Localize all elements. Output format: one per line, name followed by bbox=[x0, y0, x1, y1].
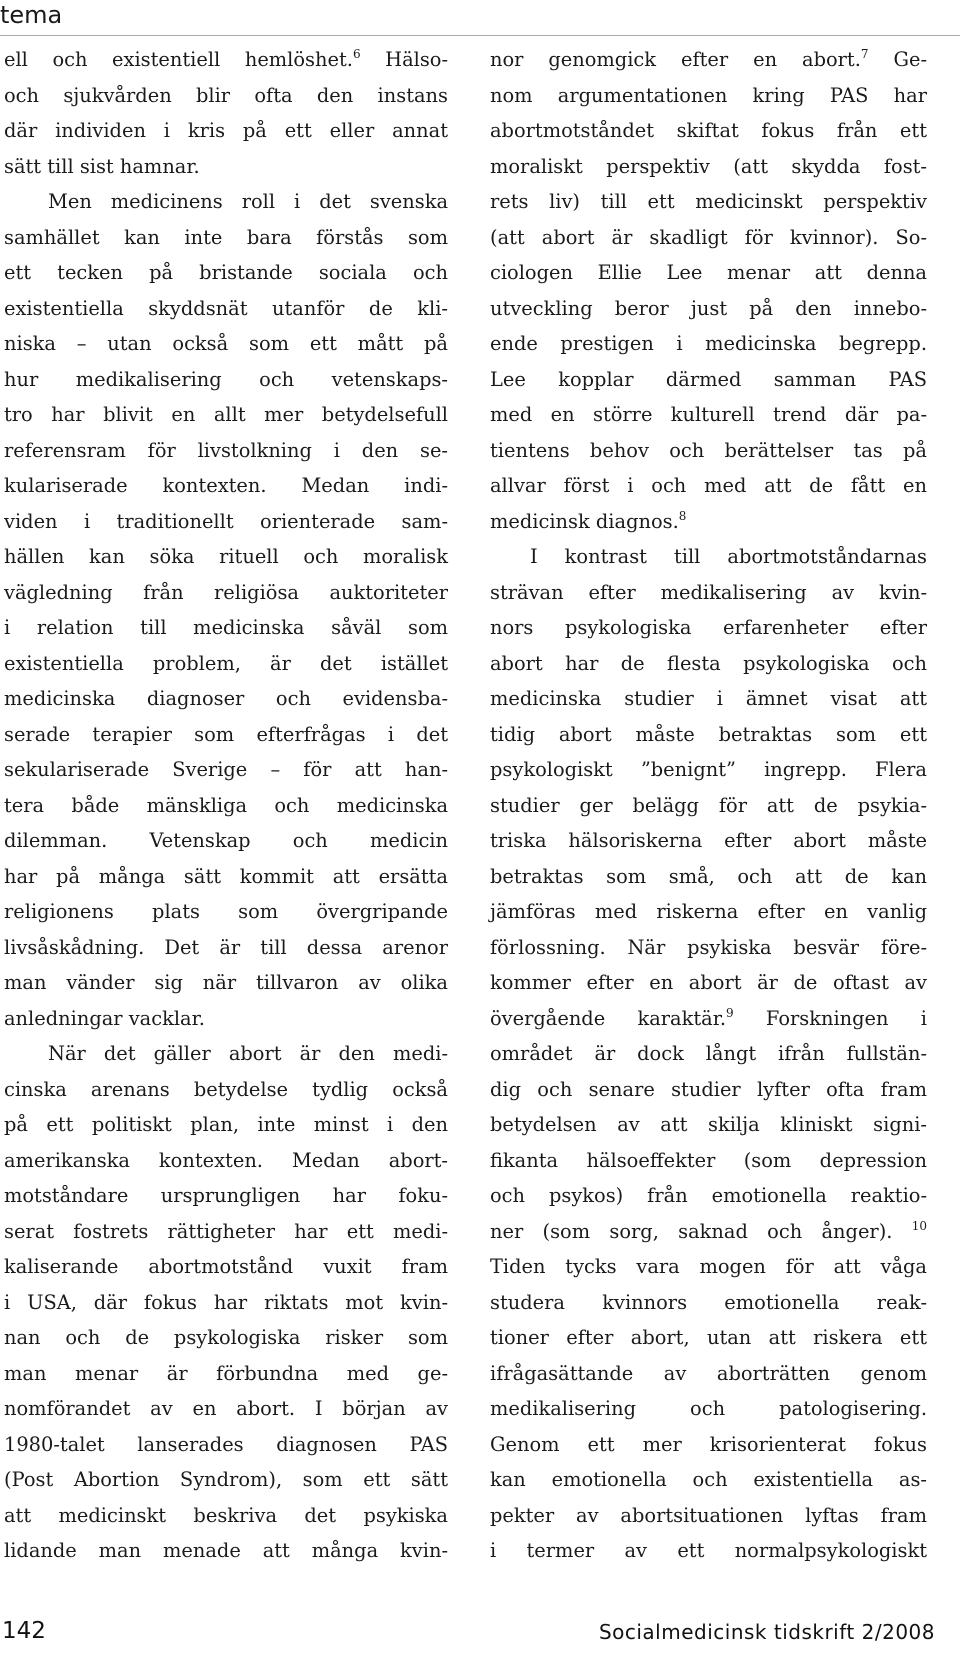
line-text: och sjukvården blir ofta den instans bbox=[4, 83, 448, 107]
text-line bbox=[490, 1356, 927, 1392]
footnote-ref: 10 bbox=[911, 1218, 927, 1233]
text-line bbox=[4, 113, 448, 149]
text-line bbox=[4, 1391, 448, 1427]
text-line bbox=[490, 1427, 927, 1463]
line-text: tidig abort måste betraktas som ett bbox=[490, 722, 927, 746]
line-text: medikalisering och patologisering. bbox=[490, 1397, 927, 1420]
text-line bbox=[4, 1107, 448, 1143]
line-text: amerikanska kontexten. Medan abort- bbox=[4, 1148, 448, 1172]
text-line bbox=[4, 1001, 448, 1037]
line-text: utveckling beror just på den innebo- bbox=[490, 296, 927, 320]
text-line bbox=[490, 1391, 927, 1427]
line-text: sätt till sist hamnar. bbox=[4, 154, 200, 178]
text-line bbox=[490, 42, 927, 78]
line-text: lidande man menade att många kvin- bbox=[4, 1539, 448, 1562]
line-text: I kontrast till abortmotståndarnas bbox=[530, 545, 927, 568]
header-divider bbox=[0, 35, 960, 36]
footnote-ref: 7 bbox=[860, 47, 869, 61]
text-line bbox=[4, 42, 448, 78]
journal-name: Socialmedicinsk tidskrift 2/2008 bbox=[598, 1620, 935, 1644]
text-line bbox=[4, 539, 448, 575]
text-line bbox=[4, 575, 448, 611]
line-text: tera både mänskliga och medicinska bbox=[4, 793, 448, 817]
line-text: abort har de flesta psykologiska och bbox=[490, 651, 927, 675]
text-line bbox=[4, 930, 448, 966]
text-line bbox=[490, 1143, 927, 1179]
text-line bbox=[4, 78, 448, 114]
text-line bbox=[490, 681, 927, 717]
text-line bbox=[4, 1214, 448, 1250]
text-line bbox=[490, 1320, 927, 1356]
text-line bbox=[490, 1462, 927, 1498]
line-text: serat fostrets rättigheter har ett medi- bbox=[4, 1219, 448, 1243]
text-line bbox=[490, 930, 927, 966]
line-text: (att abort är skadligt för kvinnor). So- bbox=[490, 225, 927, 249]
line-text: psykologiskt ”benignt” ingrepp. Flera bbox=[490, 758, 927, 781]
text-line bbox=[490, 1036, 927, 1072]
text-line bbox=[4, 1498, 448, 1534]
text-line bbox=[4, 610, 448, 646]
line-text: kan emotionella och existentiella as- bbox=[490, 1468, 927, 1491]
line-text: tientens behov och berättelser tas på bbox=[490, 438, 927, 462]
text-line bbox=[490, 220, 927, 256]
line-text: viden i traditionellt orienterade sam- bbox=[4, 509, 448, 533]
text-line bbox=[490, 1107, 927, 1143]
line-text: serade terapier som efterfrågas i det bbox=[4, 722, 448, 746]
line-text: moraliskt perspektiv (att skydda fost- bbox=[490, 154, 927, 178]
text-line bbox=[490, 859, 927, 895]
line-text: Lee kopplar därmed samman PAS bbox=[490, 367, 927, 391]
text-line bbox=[490, 717, 927, 753]
line-text: ende prestigen i medicinska begrepp. bbox=[490, 332, 927, 355]
line-text: hällen kan söka rituell och moralisk bbox=[4, 545, 448, 568]
text-line bbox=[490, 539, 927, 575]
text-line bbox=[4, 1285, 448, 1321]
line-text: medicinsk diagnos. bbox=[490, 509, 679, 533]
text-line bbox=[490, 468, 927, 504]
page-number: 142 bbox=[2, 1618, 46, 1644]
line-text: Genom ett mer krisorienterat fokus bbox=[490, 1432, 927, 1456]
line-text: triska hälsoriskerna efter abort måste bbox=[490, 829, 927, 852]
line-text: niska – utan också som ett mått på bbox=[4, 332, 448, 355]
text-line bbox=[490, 965, 927, 1001]
line-text: övergående karaktär. bbox=[490, 1006, 727, 1030]
text-line bbox=[490, 184, 927, 220]
text-line bbox=[490, 149, 927, 185]
text-line bbox=[4, 1143, 448, 1179]
text-line bbox=[490, 433, 927, 469]
text-line bbox=[4, 468, 448, 504]
text-line bbox=[490, 397, 927, 433]
text-line bbox=[490, 823, 927, 859]
text-line bbox=[490, 1214, 927, 1250]
footnote-ref: 9 bbox=[726, 1005, 734, 1020]
text-line bbox=[4, 397, 448, 433]
text-line bbox=[490, 752, 927, 788]
line-text: samhället kan inte bara förstås som bbox=[4, 225, 448, 249]
line-text: Tiden tycks vara mogen för att våga bbox=[490, 1255, 927, 1278]
line-text: dig och senare studier lyfter ofta fram bbox=[490, 1077, 927, 1101]
line-text: att medicinskt beskriva det psykiska bbox=[4, 1503, 448, 1527]
line-text: förlossning. När psykiska besvär före- bbox=[490, 935, 927, 959]
right-text-column bbox=[490, 42, 927, 1569]
line-text: motståndare ursprungligen har foku- bbox=[4, 1184, 448, 1207]
text-line bbox=[4, 752, 448, 788]
text-line bbox=[4, 965, 448, 1001]
text-line bbox=[4, 255, 448, 291]
line-text-continued: Forskningen i bbox=[733, 1006, 927, 1030]
line-text: medicinska studier i ämnet visat att bbox=[490, 687, 927, 710]
text-line bbox=[490, 1178, 927, 1214]
line-text-continued: Ge- bbox=[868, 48, 927, 71]
text-line bbox=[490, 78, 927, 114]
text-line bbox=[4, 1427, 448, 1463]
text-line bbox=[490, 362, 927, 398]
line-text: dilemman. Vetenskap och medicin bbox=[4, 829, 448, 852]
text-line bbox=[490, 894, 927, 930]
line-text: på ett politiskt plan, inte minst i den bbox=[4, 1113, 448, 1136]
line-text: pekter av abortsituationen lyftas fram bbox=[490, 1503, 927, 1527]
text-line bbox=[4, 433, 448, 469]
text-line bbox=[4, 184, 448, 220]
text-line bbox=[4, 1178, 448, 1214]
text-line bbox=[4, 1462, 448, 1498]
line-text: medicinska diagnoser och evidensba- bbox=[4, 687, 448, 710]
text-line bbox=[4, 220, 448, 256]
line-text: tro har blivit en allt mer betydelsefull bbox=[4, 403, 448, 426]
section-header: tema bbox=[0, 1, 63, 29]
text-line bbox=[490, 1249, 927, 1285]
line-text: abortmotståndet skiftat fokus från ett bbox=[490, 119, 927, 142]
text-line bbox=[4, 326, 448, 362]
line-text: nom argumentationen kring PAS har bbox=[490, 83, 927, 107]
line-text: rets liv) till ett medicinskt perspektiv bbox=[490, 190, 927, 213]
line-text: kulariserade kontexten. Medan indi- bbox=[4, 474, 448, 497]
text-line bbox=[490, 291, 927, 327]
line-text: man vänder sig när tillvaron av olika bbox=[4, 971, 448, 994]
text-line bbox=[4, 291, 448, 327]
footnote-ref: 8 bbox=[678, 508, 687, 523]
text-line bbox=[4, 1036, 448, 1072]
line-text: ciologen Ellie Lee menar att denna bbox=[490, 261, 927, 284]
line-text: fikanta hälsoeffekter (som depression bbox=[490, 1148, 927, 1172]
line-text: ett tecken på bristande sociala och bbox=[4, 261, 448, 284]
text-line bbox=[4, 681, 448, 717]
line-text: ner (som sorg, saknad och ånger). bbox=[490, 1219, 893, 1243]
text-line bbox=[4, 1072, 448, 1108]
line-text: jämföras med riskerna efter en vanlig bbox=[490, 900, 927, 923]
line-text: nors psykologiska erfarenheter efter bbox=[490, 616, 927, 639]
text-line bbox=[490, 113, 927, 149]
text-line bbox=[4, 894, 448, 930]
text-line bbox=[4, 1533, 448, 1569]
line-text: har på många sätt kommit att ersätta bbox=[4, 864, 448, 888]
left-text-column bbox=[4, 42, 448, 1569]
line-text: där individen i kris på ett eller annat bbox=[4, 119, 448, 142]
text-line bbox=[490, 1285, 927, 1321]
line-text: i termer av ett normalpsykologiskt bbox=[490, 1539, 927, 1562]
text-line bbox=[4, 823, 448, 859]
text-line bbox=[490, 575, 927, 611]
line-text: (Post Abortion Syndrom), som ett sätt bbox=[4, 1468, 448, 1491]
text-line bbox=[4, 149, 448, 185]
text-line bbox=[490, 1072, 927, 1108]
line-text: existentiella skyddsnät utanför de kli- bbox=[4, 296, 448, 320]
line-text: i USA, där fokus har riktats mot kvin- bbox=[4, 1290, 448, 1314]
line-text: studera kvinnors emotionella reak- bbox=[490, 1290, 927, 1314]
line-text: anledningar vacklar. bbox=[4, 1006, 205, 1030]
line-text: och psykos) från emotionella reaktio- bbox=[490, 1184, 927, 1207]
text-line bbox=[4, 504, 448, 540]
text-line bbox=[4, 859, 448, 895]
line-text: religionens plats som övergripande bbox=[4, 900, 448, 923]
line-text-continued: Hälso- bbox=[360, 48, 449, 71]
text-line bbox=[490, 610, 927, 646]
line-text: sekulariserade Sverige – för att han- bbox=[4, 758, 448, 781]
line-text: i relation till medicinska såväl som bbox=[4, 616, 448, 639]
line-text: betydelsen av att skilja kliniskt signi- bbox=[490, 1113, 927, 1136]
text-line bbox=[490, 788, 927, 824]
text-line bbox=[4, 362, 448, 398]
line-text: man menar är förbundna med ge- bbox=[4, 1361, 448, 1385]
text-line bbox=[4, 788, 448, 824]
line-text: 1980-talet lanserades diagnosen PAS bbox=[4, 1432, 448, 1456]
text-line bbox=[4, 646, 448, 682]
line-text: hur medikalisering och vetenskaps- bbox=[4, 367, 448, 391]
text-line bbox=[490, 504, 927, 540]
text-line bbox=[490, 326, 927, 362]
line-text: studier ger belägg för att de psykia- bbox=[490, 793, 927, 817]
line-text: cinska arenans betydelse tydlig också bbox=[4, 1077, 448, 1101]
text-line bbox=[4, 1320, 448, 1356]
line-text: kaliserande abortmotstånd vuxit fram bbox=[4, 1255, 448, 1278]
line-text: allvar först i och med att de fått en bbox=[490, 474, 927, 497]
text-line bbox=[490, 1498, 927, 1534]
text-line bbox=[4, 1356, 448, 1392]
line-text: strävan efter medikalisering av kvin- bbox=[490, 580, 927, 604]
line-text: betraktas som små, och att de kan bbox=[490, 864, 927, 888]
text-line bbox=[4, 1249, 448, 1285]
footnote-ref: 6 bbox=[352, 47, 361, 61]
text-line bbox=[490, 646, 927, 682]
line-text: referensram för livstolkning i den se- bbox=[4, 438, 448, 462]
line-text: vägledning från religiösa auktoriteter bbox=[4, 580, 448, 604]
line-text: kommer efter en abort är de oftast av bbox=[490, 971, 927, 994]
line-text: området är dock långt ifrån fullstän- bbox=[490, 1042, 927, 1065]
line-text: med en större kulturell trend där pa- bbox=[490, 403, 927, 426]
line-text: ell och existentiell hemlöshet. bbox=[4, 48, 353, 71]
text-line bbox=[4, 717, 448, 753]
line-text: existentiella problem, är det istället bbox=[4, 651, 448, 675]
line-text: nomförandet av en abort. I början av bbox=[4, 1397, 448, 1420]
text-line bbox=[490, 1001, 927, 1037]
line-text: nan och de psykologiska risker som bbox=[4, 1326, 448, 1349]
line-text: nor genomgick efter en abort. bbox=[490, 48, 861, 71]
text-line bbox=[490, 1533, 927, 1569]
line-text: När det gäller abort är den medi- bbox=[48, 1042, 448, 1065]
line-text: livsåskådning. Det är till dessa arenor bbox=[4, 935, 448, 959]
text-line bbox=[490, 255, 927, 291]
line-text: tioner efter abort, utan att riskera ett bbox=[490, 1326, 927, 1349]
line-text: ifrågasättande av aborträtten genom bbox=[490, 1361, 927, 1385]
line-text: Men medicinens roll i det svenska bbox=[48, 190, 448, 213]
